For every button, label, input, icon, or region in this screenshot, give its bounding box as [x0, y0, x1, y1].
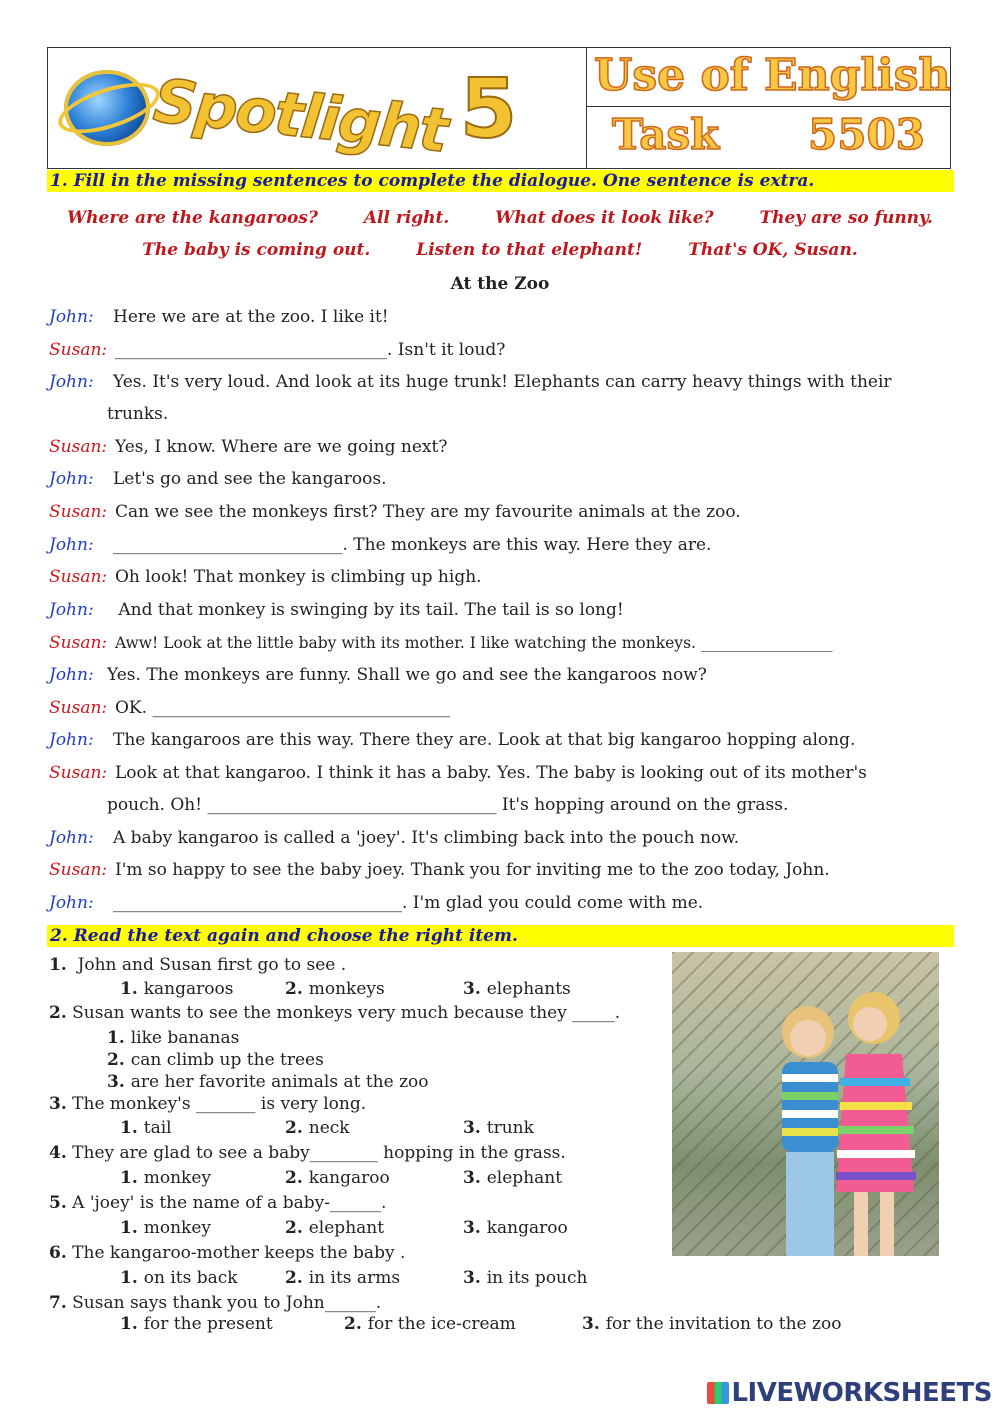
part2-instruction: 2. Read the text again and choose the right item.	[47, 925, 954, 947]
brand-text: LIVEWORKSHEETS	[731, 1378, 992, 1408]
dialogue-line	[107, 795, 788, 815]
dialogue-line	[49, 372, 892, 392]
line-text: Oh look! That monkey is climbing up high.	[115, 567, 482, 587]
question	[49, 1094, 366, 1114]
dialogue-line	[49, 665, 707, 685]
line-text[interactable]: __________________________________. I'm glad you could come with me.	[113, 893, 704, 913]
answer-option[interactable]: 3. trunk	[463, 1118, 534, 1138]
dialogue-line	[49, 567, 482, 587]
question-number: 3.	[49, 1094, 67, 1114]
line-text: trunks.	[107, 404, 169, 424]
answer-option[interactable]: 2. can climb up the trees	[107, 1050, 324, 1070]
dialogue-line	[49, 600, 624, 620]
speaker-label: Susan:	[49, 340, 108, 360]
question-text: They are glad to see a baby________ hopping in the grass.	[72, 1143, 566, 1163]
speaker-label: John:	[49, 665, 94, 685]
speaker-label: Susan:	[49, 763, 108, 783]
line-text: Look at that kangaroo. I think it has a baby. Yes. The baby is looking out of its mother's	[115, 763, 867, 783]
answer-option[interactable]: 3. elephants	[463, 979, 571, 999]
answer-option[interactable]: 1. tail	[120, 1118, 172, 1138]
dialogue-line	[49, 730, 855, 750]
liveworksheets-brand	[707, 1378, 992, 1408]
speaker-label: John:	[49, 893, 94, 913]
speaker-label: Susan:	[49, 567, 108, 587]
speaker-label: John:	[49, 730, 94, 750]
speaker-label: John:	[49, 828, 94, 848]
children-at-zoo-photo	[672, 952, 939, 1256]
answer-option[interactable]: 2. monkeys	[285, 979, 385, 999]
title-cell	[586, 48, 950, 107]
answer-option[interactable]: 3. in its pouch	[463, 1268, 588, 1288]
dialogue-line	[49, 535, 711, 555]
question	[49, 955, 346, 975]
question	[49, 1193, 386, 1213]
page-title: Use of English	[594, 50, 951, 101]
dialogue-line	[49, 340, 505, 360]
part1-instruction: 1. Fill in the missing sentences to complete the dialogue. One sentence is extra.	[47, 170, 954, 192]
question-text: The kangaroo-mother keeps the baby .	[72, 1243, 406, 1263]
question-number: 5.	[49, 1193, 67, 1213]
line-text: The kangaroos are this way. There they are. Look at that big kangaroo hopping along.	[113, 730, 856, 750]
answer-option[interactable]: 2. elephant	[285, 1218, 385, 1238]
worksheet-header	[47, 47, 951, 169]
dialogue-line	[49, 437, 447, 457]
logo-cell	[48, 48, 587, 168]
question-text: Susan says thank you to John______.	[72, 1293, 382, 1313]
answer-option[interactable]: 3. for the invitation to the zoo	[582, 1314, 842, 1334]
speaker-label: Susan:	[49, 860, 108, 880]
line-text[interactable]: ___________________________. The monkeys are this way. Here they are.	[113, 535, 712, 555]
answer-option[interactable]: 1. monkey	[120, 1218, 212, 1238]
logo-number: 5	[460, 62, 518, 157]
line-text: Here we are at the zoo. I like it!	[113, 307, 389, 327]
answer-option[interactable]: 1. like bananas	[107, 1028, 240, 1048]
dialogue-line	[107, 404, 168, 424]
question-number: 2.	[49, 1003, 67, 1023]
line-text[interactable]: OK. ___________________________________	[115, 698, 450, 718]
options-row-2	[0, 240, 1000, 260]
line-text: I'm so happy to see the baby joey. Thank you for inviting me to the zoo today, John.	[115, 860, 830, 880]
dialogue-line	[49, 469, 387, 489]
speaker-label: John:	[49, 307, 94, 327]
option-sentence[interactable]: That's OK, Susan.	[688, 240, 858, 260]
option-sentence[interactable]: Where are the kangaroos?	[67, 208, 318, 228]
option-sentence[interactable]: The baby is coming out.	[142, 240, 371, 260]
answer-option[interactable]: 3. are her favorite animals at the zoo	[107, 1072, 429, 1092]
answer-option[interactable]: 1. monkey	[120, 1168, 212, 1188]
dialogue-line	[49, 828, 739, 848]
answer-option[interactable]: 1. on its back	[120, 1268, 238, 1288]
speaker-label: Susan:	[49, 698, 108, 718]
task-word: Task	[612, 110, 720, 159]
dialogue-line	[49, 502, 741, 522]
answer-option[interactable]: 3. kangaroo	[463, 1218, 568, 1238]
dialogue-title: At the Zoo	[450, 274, 550, 294]
speaker-label: John:	[49, 469, 94, 489]
girl-figure	[830, 982, 920, 1256]
line-text[interactable]: pouch. Oh! __________________________________ It's hopping around on the grass.	[107, 795, 789, 815]
line-text[interactable]: ________________________________. Isn't it loud?	[115, 340, 506, 360]
speaker-label: John:	[49, 600, 94, 620]
answer-option[interactable]: 3. elephant	[463, 1168, 563, 1188]
answer-option[interactable]: 1. for the present	[120, 1314, 273, 1334]
speaker-label: Susan:	[49, 437, 108, 457]
answer-option[interactable]: 2. in its arms	[285, 1268, 401, 1288]
option-sentence[interactable]: What does it look like?	[495, 208, 714, 228]
question-text: Susan wants to see the monkeys very much because they _____.	[72, 1003, 621, 1023]
dialogue-line	[49, 633, 833, 653]
line-text: And that monkey is swinging by its tail. The tail is so long!	[113, 600, 624, 620]
line-text: Can we see the monkeys first? They are my favourite animals at the zoo.	[115, 502, 741, 522]
question-text: A 'joey' is the name of a baby-______.	[72, 1193, 387, 1213]
task-number: 5503	[808, 110, 925, 159]
question-text: John and Susan first go to see .	[77, 955, 347, 975]
logo-text: Spotlight	[150, 66, 450, 167]
speaker-label: Susan:	[49, 502, 108, 522]
line-text: Yes, I know. Where are we going next?	[115, 437, 448, 457]
option-sentence[interactable]: Listen to that elephant!	[416, 240, 643, 260]
question-number: 1.	[49, 955, 67, 975]
line-text: Let's go and see the kangaroos.	[113, 469, 387, 489]
question-number: 7.	[49, 1293, 67, 1313]
line-text: Yes. The monkeys are funny. Shall we go and see the kangaroos now?	[107, 665, 707, 685]
answer-option[interactable]: 2. neck	[285, 1118, 350, 1138]
option-sentence[interactable]: They are so funny.	[759, 208, 933, 228]
answer-option[interactable]: 1. kangaroos	[120, 979, 234, 999]
speaker-label: John:	[49, 535, 94, 555]
question	[49, 1293, 381, 1313]
question-text: The monkey's _______ is very long.	[72, 1094, 367, 1114]
dialogue-line	[49, 307, 389, 327]
speaker-label: John:	[49, 372, 94, 392]
dialogue-line	[49, 860, 830, 880]
liveworksheets-logo-icon	[707, 1382, 729, 1404]
question	[49, 1003, 620, 1023]
question	[49, 1143, 566, 1163]
question-number: 4.	[49, 1143, 67, 1163]
question	[49, 1243, 405, 1263]
dialogue-line	[49, 893, 703, 913]
options-row-1	[0, 208, 1000, 228]
dialogue-line	[49, 698, 450, 718]
answer-option[interactable]: 2. for the ice-cream	[344, 1314, 516, 1334]
line-text: A baby kangaroo is called a 'joey'. It's climbing back into the pouch now.	[113, 828, 740, 848]
line-text: Yes. It's very loud. And look at its huge trunk! Elephants can carry heavy things with their	[113, 372, 892, 392]
dialogue-line	[49, 763, 867, 783]
task-cell	[586, 106, 950, 168]
answer-option[interactable]: 2. kangaroo	[285, 1168, 390, 1188]
line-text[interactable]: Aww! Look at the little baby with its mother. I like watching the monkeys. _________________	[115, 634, 833, 652]
task-label	[612, 110, 925, 159]
speaker-label: Susan:	[49, 633, 108, 653]
question-number: 6.	[49, 1243, 67, 1263]
option-sentence[interactable]: All right.	[363, 208, 450, 228]
